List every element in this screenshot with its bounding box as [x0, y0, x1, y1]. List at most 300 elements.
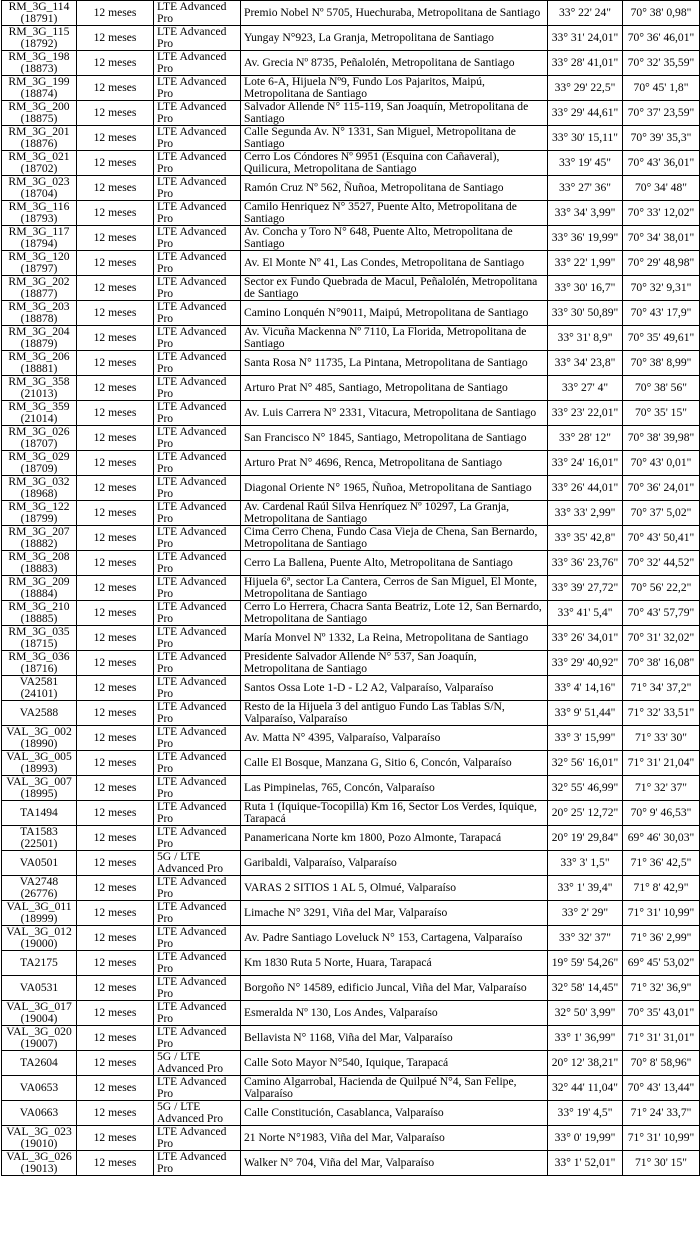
duration-cell: 12 meses	[77, 1026, 154, 1051]
technology-cell: LTE Advanced Pro	[154, 401, 241, 426]
latitude-cell: 33° 23' 22,01"	[548, 401, 623, 426]
longitude-cell: 70° 37' 5,02"	[623, 501, 700, 526]
site-id-cell: RM_3G_208 (18883)	[2, 551, 77, 576]
technology-cell: LTE Advanced Pro	[154, 426, 241, 451]
longitude-cell: 70° 36' 46,01"	[623, 26, 700, 51]
duration-cell: 12 meses	[77, 726, 154, 751]
site-id-cell: VA2748 (26776)	[2, 876, 77, 901]
technology-cell: LTE Advanced Pro	[154, 876, 241, 901]
technology-cell: LTE Advanced Pro	[154, 76, 241, 101]
site-id-cell: VAL_3G_007 (18995)	[2, 776, 77, 801]
latitude-cell: 33° 9' 51,44"	[548, 701, 623, 726]
table-row	[2, 351, 700, 376]
technology-cell: LTE Advanced Pro	[154, 601, 241, 626]
address-cell: Yungay N°923, La Granja, Metropolitana de Santiago	[241, 26, 548, 51]
table-row	[2, 551, 700, 576]
site-id-cell: VAL_3G_020 (19007)	[2, 1026, 77, 1051]
duration-cell: 12 meses	[77, 901, 154, 926]
site-id-cell: VAL_3G_005 (18993)	[2, 751, 77, 776]
longitude-cell: 71° 32' 37"	[623, 776, 700, 801]
address-cell: Garibaldi, Valparaíso, Valparaíso	[241, 851, 548, 876]
address-cell: Arturo Prat N° 4696, Renca, Metropolitana de Santiago	[241, 451, 548, 476]
technology-cell: LTE Advanced Pro	[154, 176, 241, 201]
longitude-cell: 71° 31' 21,04"	[623, 751, 700, 776]
longitude-cell: 70° 43' 0,01"	[623, 451, 700, 476]
latitude-cell: 20° 25' 12,72"	[548, 801, 623, 826]
longitude-cell: 71° 32' 36,9"	[623, 976, 700, 1001]
address-cell: Resto de la Hijuela 3 del antiguo Fundo Las Tablas S/N, Valparaíso, Valparaíso	[241, 701, 548, 726]
latitude-cell: 33° 1' 36,99"	[548, 1026, 623, 1051]
duration-cell: 12 meses	[77, 276, 154, 301]
latitude-cell: 33° 39' 27,72"	[548, 576, 623, 601]
longitude-cell: 70° 39' 35,3"	[623, 126, 700, 151]
latitude-cell: 33° 26' 44,01"	[548, 476, 623, 501]
longitude-cell: 70° 38' 16,08"	[623, 651, 700, 676]
site-id-cell: RM_3G_115 (18792)	[2, 26, 77, 51]
latitude-cell: 33° 29' 22,5"	[548, 76, 623, 101]
site-id-cell: RM_3G_209 (18884)	[2, 576, 77, 601]
table-row	[2, 901, 700, 926]
address-cell: Diagonal Oriente N° 1965, Ñuñoa, Metropolitana de Santiago	[241, 476, 548, 501]
address-cell: Ruta 1 (Iquique-Tocopilla) Km 16, Sector Los Verdes, Iquique, Tarapacá	[241, 801, 548, 826]
longitude-cell: 70° 37' 23,59"	[623, 101, 700, 126]
site-id-cell: RM_3G_204 (18879)	[2, 326, 77, 351]
duration-cell: 12 meses	[77, 451, 154, 476]
technology-cell: LTE Advanced Pro	[154, 826, 241, 851]
table-row	[2, 501, 700, 526]
table-row	[2, 401, 700, 426]
longitude-cell: 69° 45' 53,02"	[623, 951, 700, 976]
longitude-cell: 70° 35' 15"	[623, 401, 700, 426]
address-cell: Av. Vicuña Mackenna Nº 7110, La Florida, Metropolitana de Santiago	[241, 326, 548, 351]
technology-cell: LTE Advanced Pro	[154, 726, 241, 751]
address-cell: Borgoño N° 14589, edificio Juncal, Viña del Mar, Valparaíso	[241, 976, 548, 1001]
longitude-cell: 70° 56' 22,2"	[623, 576, 700, 601]
technology-cell: LTE Advanced Pro	[154, 301, 241, 326]
address-cell: Calle Segunda Av. N° 1331, San Miguel, Metropolitana de Santiago	[241, 126, 548, 151]
latitude-cell: 33° 3' 15,99"	[548, 726, 623, 751]
technology-cell: 5G / LTE Advanced Pro	[154, 851, 241, 876]
table-row	[2, 1126, 700, 1151]
latitude-cell: 33° 36' 23,76"	[548, 551, 623, 576]
latitude-cell: 33° 34' 23,8"	[548, 351, 623, 376]
technology-cell: LTE Advanced Pro	[154, 126, 241, 151]
longitude-cell: 70° 31' 32,02"	[623, 626, 700, 651]
technology-cell: LTE Advanced Pro	[154, 1, 241, 26]
technology-cell: LTE Advanced Pro	[154, 801, 241, 826]
technology-cell: LTE Advanced Pro	[154, 451, 241, 476]
site-id-cell: TA2175	[2, 951, 77, 976]
address-cell: Av. Padre Santiago Loveluck N° 153, Cartagena, Valparaíso	[241, 926, 548, 951]
longitude-cell: 71° 31' 31,01"	[623, 1026, 700, 1051]
latitude-cell: 33° 35' 42,8"	[548, 526, 623, 551]
longitude-cell: 71° 33' 30"	[623, 726, 700, 751]
site-id-cell: RM_3G_120 (18797)	[2, 251, 77, 276]
latitude-cell: 33° 30' 50,89"	[548, 301, 623, 326]
duration-cell: 12 meses	[77, 1076, 154, 1101]
site-id-cell: RM_3G_036 (18716)	[2, 651, 77, 676]
site-id-cell: VA0653	[2, 1076, 77, 1101]
site-id-cell: VAL_3G_017 (19004)	[2, 1001, 77, 1026]
site-id-cell: RM_3G_200 (18875)	[2, 101, 77, 126]
duration-cell: 12 meses	[77, 801, 154, 826]
technology-cell: LTE Advanced Pro	[154, 651, 241, 676]
site-id-cell: RM_3G_122 (18799)	[2, 501, 77, 526]
table-row	[2, 201, 700, 226]
latitude-cell: 33° 33' 2,99"	[548, 501, 623, 526]
latitude-cell: 33° 34' 3,99"	[548, 201, 623, 226]
site-id-cell: RM_3G_032 (18968)	[2, 476, 77, 501]
table-row	[2, 1051, 700, 1076]
duration-cell: 12 meses	[77, 401, 154, 426]
technology-cell: LTE Advanced Pro	[154, 676, 241, 701]
technology-cell: 5G / LTE Advanced Pro	[154, 1101, 241, 1126]
duration-cell: 12 meses	[77, 651, 154, 676]
site-id-cell: RM_3G_023 (18704)	[2, 176, 77, 201]
table-row	[2, 726, 700, 751]
address-cell: Panamericana Norte km 1800, Pozo Almonte, Tarapacá	[241, 826, 548, 851]
address-cell: Limache N° 3291, Viña del Mar, Valparaíso	[241, 901, 548, 926]
address-cell: San Francisco N° 1845, Santiago, Metropolitana de Santiago	[241, 426, 548, 451]
sites-table-body	[2, 1, 700, 1176]
table-row	[2, 1076, 700, 1101]
latitude-cell: 33° 2' 29"	[548, 901, 623, 926]
table-row	[2, 251, 700, 276]
technology-cell: LTE Advanced Pro	[154, 1026, 241, 1051]
latitude-cell: 33° 26' 34,01"	[548, 626, 623, 651]
latitude-cell: 33° 4' 14,16"	[548, 676, 623, 701]
technology-cell: LTE Advanced Pro	[154, 376, 241, 401]
address-cell: Walker N° 704, Viña del Mar, Valparaíso	[241, 1151, 548, 1176]
table-row	[2, 301, 700, 326]
address-cell: Santa Rosa N° 11735, La Pintana, Metropolitana de Santiago	[241, 351, 548, 376]
site-id-cell: RM_3G_117 (18794)	[2, 226, 77, 251]
site-id-cell: RM_3G_116 (18793)	[2, 201, 77, 226]
longitude-cell: 71° 30' 15"	[623, 1151, 700, 1176]
longitude-cell: 70° 38' 8,99"	[623, 351, 700, 376]
site-id-cell: RM_3G_210 (18885)	[2, 601, 77, 626]
technology-cell: LTE Advanced Pro	[154, 626, 241, 651]
latitude-cell: 33° 1' 39,4"	[548, 876, 623, 901]
technology-cell: LTE Advanced Pro	[154, 1001, 241, 1026]
duration-cell: 12 meses	[77, 701, 154, 726]
technology-cell: LTE Advanced Pro	[154, 51, 241, 76]
duration-cell: 12 meses	[77, 126, 154, 151]
duration-cell: 12 meses	[77, 626, 154, 651]
latitude-cell: 33° 19' 4,5"	[548, 1101, 623, 1126]
address-cell: VARAS 2 SITIOS 1 AL 5, Olmué, Valparaíso	[241, 876, 548, 901]
table-row	[2, 826, 700, 851]
address-cell: Lote 6-A, Hijuela Nº9, Fundo Los Pajaritos, Maipú, Metropolitana de Santiago	[241, 76, 548, 101]
duration-cell: 12 meses	[77, 1, 154, 26]
site-id-cell: RM_3G_206 (18881)	[2, 351, 77, 376]
longitude-cell: 70° 33' 12,02"	[623, 201, 700, 226]
duration-cell: 12 meses	[77, 326, 154, 351]
longitude-cell: 70° 8' 58,96"	[623, 1051, 700, 1076]
address-cell: Esmeralda Nº 130, Los Andes, Valparaíso	[241, 1001, 548, 1026]
duration-cell: 12 meses	[77, 226, 154, 251]
longitude-cell: 71° 32' 33,51"	[623, 701, 700, 726]
site-id-cell: RM_3G_198 (18873)	[2, 51, 77, 76]
duration-cell: 12 meses	[77, 151, 154, 176]
table-row	[2, 426, 700, 451]
address-cell: Las Pimpinelas, 765, Concón, Valparaíso	[241, 776, 548, 801]
table-row	[2, 376, 700, 401]
latitude-cell: 33° 29' 40,92"	[548, 651, 623, 676]
latitude-cell: 33° 27' 36"	[548, 176, 623, 201]
duration-cell: 12 meses	[77, 201, 154, 226]
duration-cell: 12 meses	[77, 601, 154, 626]
technology-cell: LTE Advanced Pro	[154, 901, 241, 926]
site-id-cell: TA2604	[2, 1051, 77, 1076]
technology-cell: LTE Advanced Pro	[154, 476, 241, 501]
latitude-cell: 33° 1' 52,01"	[548, 1151, 623, 1176]
address-cell: Calle Soto Mayor N°540, Iquique, Tarapacá	[241, 1051, 548, 1076]
longitude-cell: 70° 38' 56"	[623, 376, 700, 401]
address-cell: Av. Grecia Nº 8735, Peñalolén, Metropolitana de Santiago	[241, 51, 548, 76]
sites-table	[1, 0, 700, 1176]
site-id-cell: VA0531	[2, 976, 77, 1001]
site-id-cell: VA0663	[2, 1101, 77, 1126]
latitude-cell: 20° 19' 29,84"	[548, 826, 623, 851]
table-row	[2, 576, 700, 601]
address-cell: Arturo Prat N° 485, Santiago, Metropolitana de Santiago	[241, 376, 548, 401]
table-row	[2, 601, 700, 626]
technology-cell: LTE Advanced Pro	[154, 226, 241, 251]
technology-cell: LTE Advanced Pro	[154, 26, 241, 51]
table-row	[2, 701, 700, 726]
duration-cell: 12 meses	[77, 76, 154, 101]
longitude-cell: 70° 43' 17,9"	[623, 301, 700, 326]
address-cell: Av. Matta N° 4395, Valparaíso, Valparaíso	[241, 726, 548, 751]
latitude-cell: 33° 31' 24,01"	[548, 26, 623, 51]
latitude-cell: 33° 28' 41,01"	[548, 51, 623, 76]
latitude-cell: 33° 0' 19,99"	[548, 1126, 623, 1151]
duration-cell: 12 meses	[77, 1151, 154, 1176]
duration-cell: 12 meses	[77, 251, 154, 276]
table-row	[2, 851, 700, 876]
longitude-cell: 71° 36' 2,99"	[623, 926, 700, 951]
latitude-cell: 32° 55' 46,99"	[548, 776, 623, 801]
site-id-cell: TA1494	[2, 801, 77, 826]
technology-cell: LTE Advanced Pro	[154, 251, 241, 276]
table-row	[2, 51, 700, 76]
latitude-cell: 33° 19' 45"	[548, 151, 623, 176]
table-row	[2, 326, 700, 351]
technology-cell: LTE Advanced Pro	[154, 351, 241, 376]
latitude-cell: 32° 50' 3,99"	[548, 1001, 623, 1026]
address-cell: Bellavista N° 1168, Viña del Mar, Valparaíso	[241, 1026, 548, 1051]
longitude-cell: 70° 34' 48"	[623, 176, 700, 201]
table-row	[2, 801, 700, 826]
technology-cell: LTE Advanced Pro	[154, 576, 241, 601]
table-row	[2, 926, 700, 951]
latitude-cell: 20° 12' 38,21"	[548, 1051, 623, 1076]
site-id-cell: VA2581 (24101)	[2, 676, 77, 701]
longitude-cell: 70° 29' 48,98"	[623, 251, 700, 276]
table-row	[2, 1001, 700, 1026]
technology-cell: LTE Advanced Pro	[154, 526, 241, 551]
table-row	[2, 276, 700, 301]
site-id-cell: VA0501	[2, 851, 77, 876]
site-id-cell: RM_3G_035 (18715)	[2, 626, 77, 651]
address-cell: Cerro La Ballena, Puente Alto, Metropolitana de Santiago	[241, 551, 548, 576]
longitude-cell: 71° 8' 42,9"	[623, 876, 700, 901]
technology-cell: LTE Advanced Pro	[154, 976, 241, 1001]
table-row	[2, 26, 700, 51]
table-row	[2, 1151, 700, 1176]
address-cell: Calle El Bosque, Manzana G, Sitio 6, Concón, Valparaíso	[241, 751, 548, 776]
site-id-cell: RM_3G_203 (18878)	[2, 301, 77, 326]
address-cell: Km 1830 Ruta 5 Norte, Huara, Tarapacá	[241, 951, 548, 976]
site-id-cell: TA1583 (22501)	[2, 826, 77, 851]
address-cell: Camilo Henriquez N° 3527, Puente Alto, Metropolitana de Santiago	[241, 201, 548, 226]
technology-cell: LTE Advanced Pro	[154, 701, 241, 726]
address-cell: María Monvel Nº 1332, La Reina, Metropolitana de Santiago	[241, 626, 548, 651]
table-row	[2, 226, 700, 251]
address-cell: Sector ex Fundo Quebrada de Macul, Peñalolén, Metropolitana de Santiago	[241, 276, 548, 301]
address-cell: Av. Concha y Toro N° 648, Puente Alto, Metropolitana de Santiago	[241, 226, 548, 251]
longitude-cell: 70° 32' 44,52"	[623, 551, 700, 576]
site-id-cell: VAL_3G_011 (18999)	[2, 901, 77, 926]
latitude-cell: 33° 41' 5,4"	[548, 601, 623, 626]
duration-cell: 12 meses	[77, 476, 154, 501]
site-id-cell: VA2588	[2, 701, 77, 726]
table-row	[2, 176, 700, 201]
address-cell: Salvador Allende N° 115-119, San Joaquín, Metropolitana de Santiago	[241, 101, 548, 126]
longitude-cell: 70° 43' 57,79"	[623, 601, 700, 626]
duration-cell: 12 meses	[77, 301, 154, 326]
address-cell: Camino Lonquén N°9011, Maipú, Metropolitana de Santiago	[241, 301, 548, 326]
duration-cell: 12 meses	[77, 26, 154, 51]
longitude-cell: 71° 34' 37,2"	[623, 676, 700, 701]
duration-cell: 12 meses	[77, 976, 154, 1001]
table-row	[2, 951, 700, 976]
table-row	[2, 526, 700, 551]
table-row	[2, 876, 700, 901]
longitude-cell: 70° 34' 38,01"	[623, 226, 700, 251]
longitude-cell: 70° 35' 49,61"	[623, 326, 700, 351]
table-row	[2, 776, 700, 801]
site-id-cell: VAL_3G_023 (19010)	[2, 1126, 77, 1151]
site-id-cell: RM_3G_359 (21014)	[2, 401, 77, 426]
table-row	[2, 626, 700, 651]
longitude-cell: 70° 36' 24,01"	[623, 476, 700, 501]
latitude-cell: 33° 32' 37"	[548, 926, 623, 951]
longitude-cell: 71° 31' 10,99"	[623, 901, 700, 926]
address-cell: Av. Luis Carrera N° 2331, Vitacura, Metropolitana de Santiago	[241, 401, 548, 426]
table-row	[2, 476, 700, 501]
duration-cell: 12 meses	[77, 1051, 154, 1076]
address-cell: Cerro Lo Herrera, Chacra Santa Beatriz, Lote 12, San Bernardo, Metropolitana de Santiago	[241, 601, 548, 626]
technology-cell: LTE Advanced Pro	[154, 501, 241, 526]
latitude-cell: 33° 24' 16,01"	[548, 451, 623, 476]
site-id-cell: VAL_3G_012 (19000)	[2, 926, 77, 951]
address-cell: 21 Norte N°1983, Viña del Mar, Valparaíso	[241, 1126, 548, 1151]
duration-cell: 12 meses	[77, 676, 154, 701]
longitude-cell: 71° 24' 33,7"	[623, 1101, 700, 1126]
duration-cell: 12 meses	[77, 576, 154, 601]
duration-cell: 12 meses	[77, 776, 154, 801]
technology-cell: LTE Advanced Pro	[154, 1151, 241, 1176]
latitude-cell: 33° 27' 4"	[548, 376, 623, 401]
longitude-cell: 70° 43' 13,44"	[623, 1076, 700, 1101]
table-row	[2, 126, 700, 151]
site-id-cell: RM_3G_026 (18707)	[2, 426, 77, 451]
duration-cell: 12 meses	[77, 501, 154, 526]
technology-cell: LTE Advanced Pro	[154, 151, 241, 176]
address-cell: Av. El Monte Nº 41, Las Condes, Metropolitana de Santiago	[241, 251, 548, 276]
technology-cell: LTE Advanced Pro	[154, 201, 241, 226]
site-id-cell: RM_3G_358 (21013)	[2, 376, 77, 401]
longitude-cell: 70° 9' 46,53"	[623, 801, 700, 826]
latitude-cell: 33° 30' 16,7"	[548, 276, 623, 301]
longitude-cell: 70° 43' 36,01"	[623, 151, 700, 176]
longitude-cell: 70° 32' 9,31"	[623, 276, 700, 301]
table-row	[2, 751, 700, 776]
site-id-cell: RM_3G_021 (18702)	[2, 151, 77, 176]
table-row	[2, 976, 700, 1001]
site-id-cell: RM_3G_029 (18709)	[2, 451, 77, 476]
site-id-cell: RM_3G_199 (18874)	[2, 76, 77, 101]
address-cell: Premio Nobel Nº 5705, Huechuraba, Metropolitana de Santiago	[241, 1, 548, 26]
duration-cell: 12 meses	[77, 101, 154, 126]
latitude-cell: 32° 58' 14,45"	[548, 976, 623, 1001]
table-row	[2, 76, 700, 101]
duration-cell: 12 meses	[77, 851, 154, 876]
latitude-cell: 19° 59' 54,26"	[548, 951, 623, 976]
duration-cell: 12 meses	[77, 1101, 154, 1126]
longitude-cell: 70° 35' 43,01"	[623, 1001, 700, 1026]
site-id-cell: RM_3G_202 (18877)	[2, 276, 77, 301]
site-id-cell: RM_3G_207 (18882)	[2, 526, 77, 551]
table-row	[2, 101, 700, 126]
longitude-cell: 71° 31' 10,99"	[623, 1126, 700, 1151]
longitude-cell: 69° 46' 30,03"	[623, 826, 700, 851]
longitude-cell: 70° 38' 39,98"	[623, 426, 700, 451]
longitude-cell: 70° 32' 35,59"	[623, 51, 700, 76]
latitude-cell: 32° 44' 11,04"	[548, 1076, 623, 1101]
technology-cell: LTE Advanced Pro	[154, 776, 241, 801]
site-id-cell: RM_3G_201 (18876)	[2, 126, 77, 151]
address-cell: Hijuela 6ª, sector La Cantera, Cerros de San Miguel, El Monte, Metropolitana de Santiago	[241, 576, 548, 601]
table-row	[2, 1101, 700, 1126]
table-row	[2, 151, 700, 176]
site-id-cell: VAL_3G_002 (18990)	[2, 726, 77, 751]
site-id-cell: VAL_3G_026 (19013)	[2, 1151, 77, 1176]
latitude-cell: 33° 22' 1,99"	[548, 251, 623, 276]
duration-cell: 12 meses	[77, 876, 154, 901]
technology-cell: LTE Advanced Pro	[154, 926, 241, 951]
technology-cell: 5G / LTE Advanced Pro	[154, 1051, 241, 1076]
table-row	[2, 1, 700, 26]
technology-cell: LTE Advanced Pro	[154, 1126, 241, 1151]
duration-cell: 12 meses	[77, 551, 154, 576]
latitude-cell: 33° 3' 1,5"	[548, 851, 623, 876]
site-id-cell: RM_3G_114 (18791)	[2, 1, 77, 26]
duration-cell: 12 meses	[77, 376, 154, 401]
duration-cell: 12 meses	[77, 51, 154, 76]
table-row	[2, 451, 700, 476]
duration-cell: 12 meses	[77, 526, 154, 551]
duration-cell: 12 meses	[77, 751, 154, 776]
latitude-cell: 33° 36' 19,99"	[548, 226, 623, 251]
table-row	[2, 1026, 700, 1051]
address-cell: Av. Cardenal Raúl Silva Henríquez Nº 10297, La Granja, Metropolitana de Santiago	[241, 501, 548, 526]
technology-cell: LTE Advanced Pro	[154, 326, 241, 351]
address-cell: Ramón Cruz Nº 562, Ñuñoa, Metropolitana de Santiago	[241, 176, 548, 201]
address-cell: Cima Cerro Chena, Fundo Casa Vieja de Chena, San Bernardo, Metropolitana de Santiago	[241, 526, 548, 551]
